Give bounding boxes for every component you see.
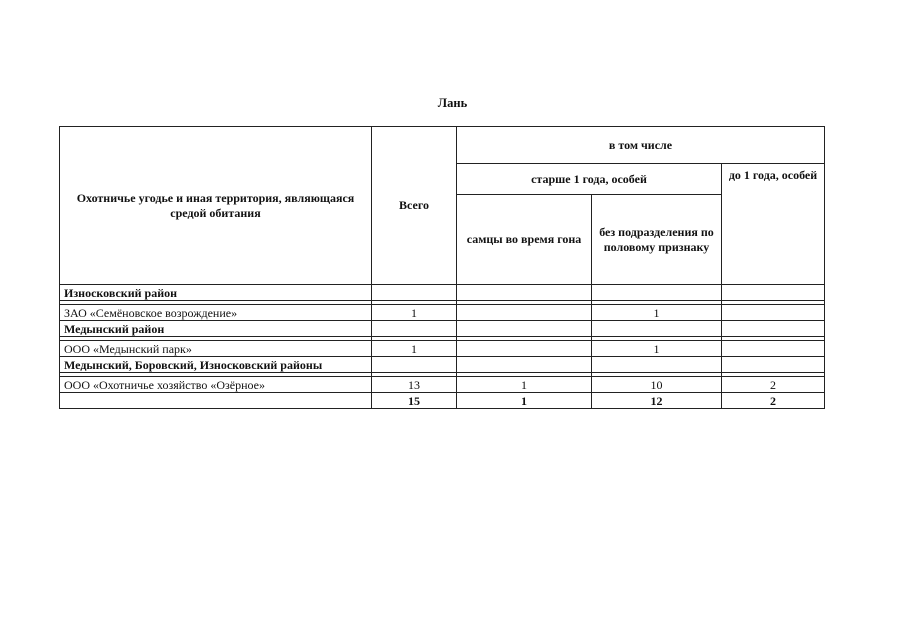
cell-total: 13	[372, 377, 457, 393]
table-row	[60, 341, 825, 357]
empty-cell	[592, 321, 722, 337]
table-title: Лань	[437, 96, 468, 110]
empty-cell	[372, 357, 457, 373]
totals-no-sex: 12	[592, 393, 722, 409]
empty-cell	[372, 285, 457, 301]
cell-total: 1	[372, 341, 457, 357]
cell-no-sex: 1	[592, 305, 722, 321]
district-name: Медынский район	[60, 321, 372, 337]
cell-no-sex: 10	[592, 377, 722, 393]
table-body	[60, 285, 825, 409]
empty-cell	[457, 321, 592, 337]
totals-label	[60, 393, 372, 409]
totals-row	[60, 393, 825, 409]
header-under-one: до 1 года, особей	[722, 164, 825, 285]
header-total: Всего	[372, 127, 457, 285]
table-row	[60, 305, 825, 321]
cell-males-rut	[457, 341, 592, 357]
cell-under-one	[722, 341, 825, 357]
district-row	[60, 357, 825, 373]
header-including: в том числе	[457, 127, 825, 164]
header-no-sex: без подразделения по половому признаку	[592, 195, 722, 285]
district-name: Медынский, Боровский, Износковский районы	[60, 357, 372, 373]
deer-count-table	[59, 126, 825, 409]
district-name: Износковский район	[60, 285, 372, 301]
empty-cell	[722, 357, 825, 373]
cell-under-one	[722, 305, 825, 321]
header-territory: Охотничье угодье и иная территория, являющаяся средой обитания	[60, 127, 372, 285]
district-row	[60, 285, 825, 301]
table-row	[60, 377, 825, 393]
empty-cell	[457, 357, 592, 373]
header-older: старше 1 года, особей	[457, 164, 722, 195]
empty-cell	[372, 321, 457, 337]
empty-cell	[722, 285, 825, 301]
hunting-ground-name: ООО «Охотничье хозяйство «Озёрное»	[60, 377, 372, 393]
empty-cell	[457, 285, 592, 301]
hunting-ground-name: ЗАО «Семёновское возрождение»	[60, 305, 372, 321]
totals-under-one: 2	[722, 393, 825, 409]
empty-cell	[722, 321, 825, 337]
hunting-ground-name: ООО «Медынский парк»	[60, 341, 372, 357]
cell-males-rut: 1	[457, 377, 592, 393]
cell-males-rut	[457, 305, 592, 321]
empty-cell	[592, 285, 722, 301]
cell-under-one: 2	[722, 377, 825, 393]
cell-no-sex: 1	[592, 341, 722, 357]
district-row	[60, 321, 825, 337]
cell-total: 1	[372, 305, 457, 321]
empty-cell	[592, 357, 722, 373]
totals-males-rut: 1	[457, 393, 592, 409]
totals-total: 15	[372, 393, 457, 409]
header-males-rut: самцы во время гона	[457, 195, 592, 285]
